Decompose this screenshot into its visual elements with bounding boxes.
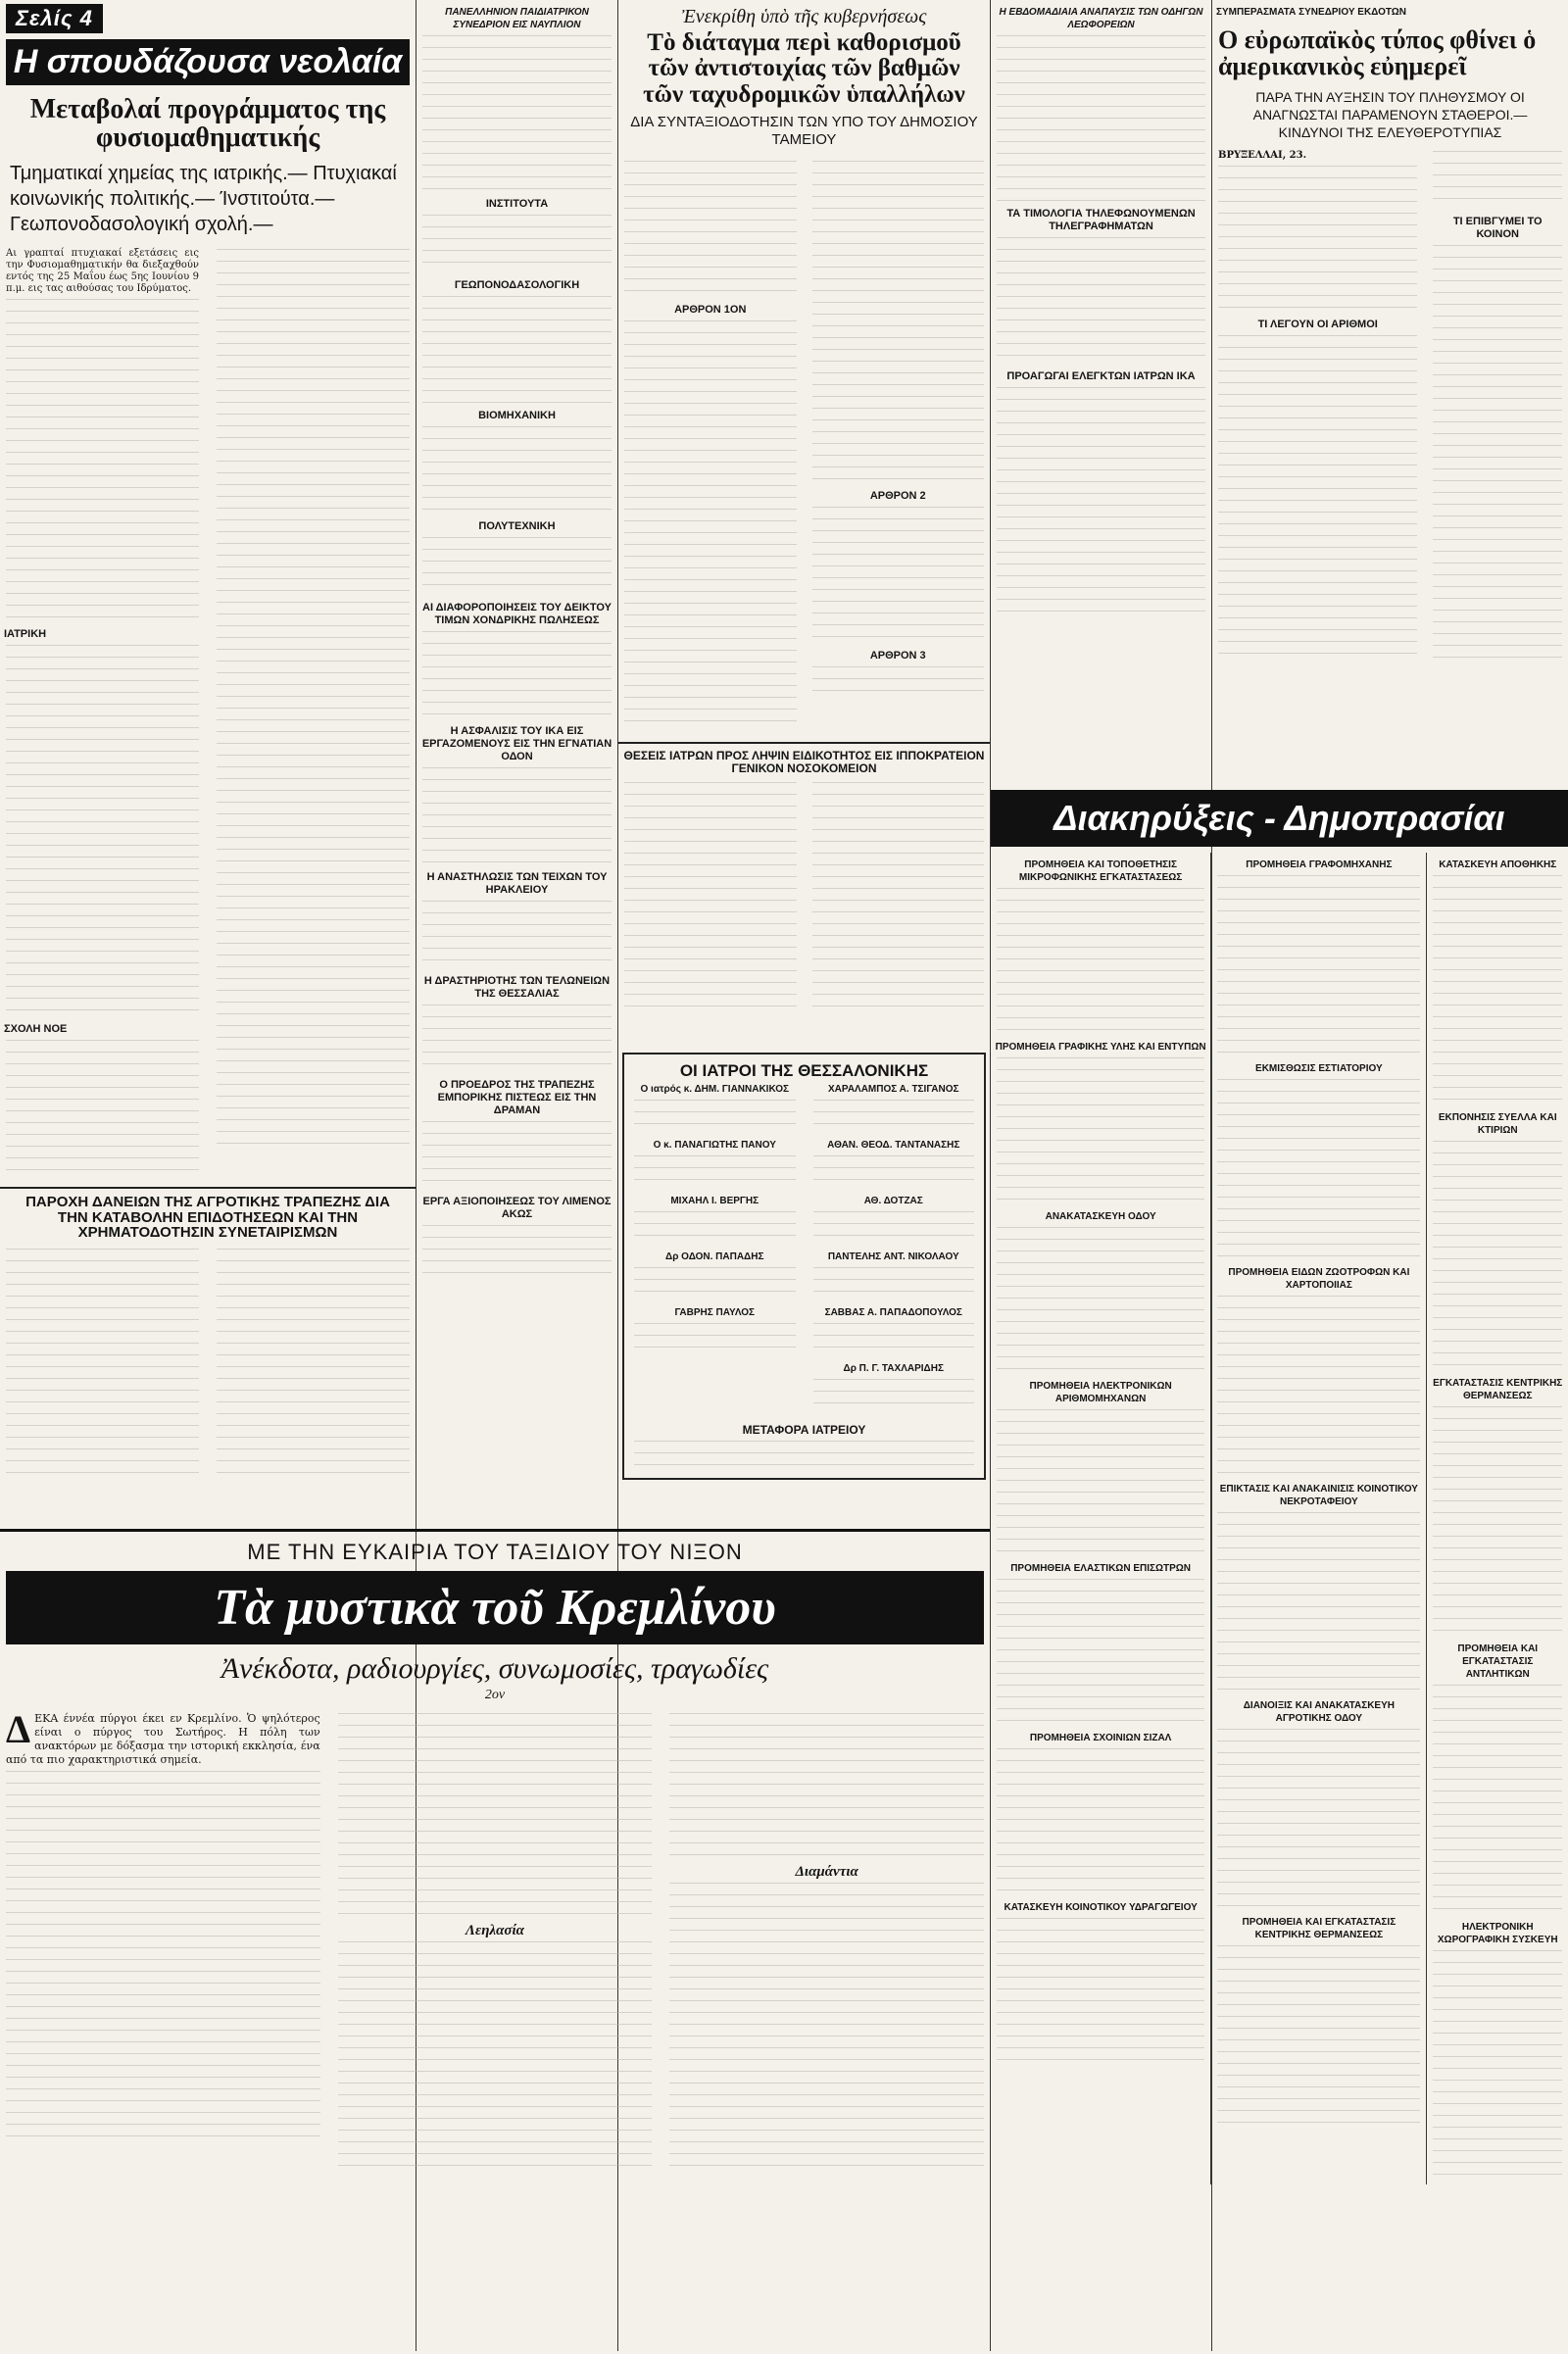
column-1 [0, 0, 416, 1529]
body-text-block [1217, 1512, 1420, 1693]
body-text-block [1218, 335, 1417, 659]
body-text-block [1433, 875, 1562, 1105]
story-title-iatriki: ΙΑΤΡΙΚΗ [4, 627, 47, 640]
body-text-block [1217, 1729, 1420, 1910]
body-text-block [634, 1323, 796, 1358]
body-text-block [6, 1040, 199, 1177]
page-label-wrap [6, 4, 410, 33]
body-text-block [634, 1100, 796, 1135]
body-text-block [634, 1441, 974, 1470]
notice-title: ΔΙΑΝΟΙΞΙΣ ΚΑΙ ΑΝΑΚΑΤΑΣΚΕΥΗ ΑΓΡΟΤΙΚΗΣ ΟΔΟΥ [1243, 1700, 1395, 1724]
body-text-block [422, 901, 612, 969]
body-text-block [6, 645, 199, 1017]
body-text-block [624, 161, 797, 298]
body-text-block [812, 666, 985, 696]
body-text-block [1217, 1945, 1420, 2127]
publishers-subhead: ΠΑΡΑ ΤΗΝ ΑΥΞΗΣΙΝ ΤΟΥ ΠΛΗΘΥΣΜΟΥ ΟΙ ΑΝΑΓΝΩΣΤΑΙ ΠΑΡΑΜΕΝΟΥΝ ΣΤΑΘΕΡΟΙ.— ΚΙΝΔΥΝΟΙ ΤΗΣ ΕΛΕΥΘΕΡΟΤΥΠΙΑΣ [1252, 88, 1528, 140]
body-text-block [1433, 1141, 1562, 1371]
body-text-block [6, 299, 199, 622]
body-text-block [997, 1579, 1204, 1726]
kremlin-feature [0, 1529, 990, 2354]
sub-instituta: ΙΝΣΤΙΤΟΥΤΑ [485, 198, 549, 210]
notice-title: ΕΚΜΙΣΘΩΣΙΣ ΕΣΤΙΑΤΟΡΙΟΥ [1255, 1063, 1383, 1074]
notice-title: ΕΚΠΟΝΗΣΙΣ ΣΥΕΛΛΑ ΚΑΙ ΚΤΙΡΙΩΝ [1438, 1112, 1557, 1136]
body-text-block [813, 1211, 975, 1247]
story-port-works: ΕΡΓΑ ΑΞΙΟΠΟΙΗΣΕΩΣ ΤΟΥ ΛΙΜΕΝΟΣ ΑΚΩΣ [422, 1196, 612, 1220]
doctors-left-list [628, 1080, 802, 1418]
notice-title: ΠΡΟΜΗΘΕΙΑ ΓΡΑΦΙΚΗΣ ΥΛΗΣ ΚΑΙ ΕΝΤΥΠΩΝ [995, 1042, 1206, 1053]
kremlin-part: 2ον [484, 1688, 506, 1702]
column-4 [991, 0, 1211, 784]
body-text-block [1433, 1685, 1562, 1915]
doctor-entry: Ο ιατρός κ. ΔΗΜ. ΓΙΑΝΝΑΚΙΚΟΣ [640, 1084, 789, 1095]
decree-subhead: ΔΙΑ ΣΥΝΤΑΞΙΟΔΟΤΗΣΙΝ ΤΩΝ ΥΠΟ ΤΟΥ ΔΗΜΟΣΙΟΥ ΤΑΜΕΙΟΥ [630, 113, 978, 148]
decree-headline: Τὸ διάταγμα περὶ καθορισμοῦ τῶν ἀντιστοιχίας τῶν βαθμῶν τῶν ταχυδρομικῶν ὑπαλλήλων [643, 29, 965, 108]
article-3: ΑΡΘΡΟΝ 3 [869, 649, 926, 662]
notice-title: ΠΡΟΜΗΘΕΙΑ ΕΛΑΣΤΙΚΩΝ ΕΠΙΣΩΤΡΩΝ [1010, 1563, 1192, 1574]
publishers-kicker: ΣΥΜΠΕΡΑΣΜΑΤΑ ΣΥΝΕΔΡΙΟΥ ΕΚΔΟΤΩΝ [1216, 7, 1407, 18]
body-text-block [997, 1057, 1204, 1204]
kremlin-section-2: Διαμάντια [795, 1864, 858, 1880]
body-text-block [669, 1713, 984, 1860]
pediatric-kicker: ΠΑΝΕΛΛΗΝΙΟΝ ΠΑΙΔΙΑΤΡΙΚΟΝ ΣΥΝΕΔΡΙΟΝ ΕΙΣ ΝΑΥΠΛΙΟΝ [445, 7, 589, 30]
notice-title: ΗΛΕΚΤΡΟΝΙΚΗ ΧΩΡΟΓΡΑΦΙΚΗ ΣΥΣΚΕΥΗ [1437, 1922, 1558, 1945]
body-text-block [422, 215, 612, 273]
notice-title: ΕΓΚΑΤΑΣΤΑΣΙΣ ΚΕΝΤΡΙΚΗΣ ΘΕΡΜΑΝΣΕΩΣ [1433, 1378, 1563, 1401]
notice-title: ΠΡΟΜΗΘΕΙΑ ΕΙΔΩΝ ΖΩΟΤΡΟΦΩΝ ΚΑΙ ΧΑΡΤΟΠΟΙΙΑΣ [1228, 1267, 1410, 1291]
body-text-block [669, 1883, 984, 2167]
doctors-right-list [808, 1080, 981, 1418]
decree-kicker: Ἐνεκρίθη ὑπὸ τῆς κυβερνήσεως [681, 6, 927, 27]
doctor-entry: ΣΑΒΒΑΣ Α. ΠΑΠΑΔΟΠΟΥΛΟΣ [824, 1307, 962, 1318]
body-text-block [624, 320, 797, 732]
body-text-block [813, 1155, 975, 1191]
notice-title: ΠΡΟΜΗΘΕΙΑ ΚΑΙ ΕΓΚΑΤΑΣΤΑΣΙΣ ΚΕΝΤΡΙΚΗΣ ΘΕΡΜΑΝΣΕΩΣ [1242, 1917, 1396, 1940]
body-text-block [634, 1211, 796, 1247]
notice-title: ΕΠΙΚΤΑΣΙΣ ΚΑΙ ΑΝΑΚΑΙΝΙΣΙΣ ΚΟΙΝΟΤΙΚΟΥ ΝΕΚΡΟΤΑΦΕΙΟΥ [1219, 1484, 1418, 1507]
body-text-block [813, 1100, 975, 1135]
loan-headline: ΠΑΡΟΧΗ ΔΑΝΕΙΩΝ ΤΗΣ ΑΓΡΟΤΙΚΗΣ ΤΡΑΠΕΖΗΣ ΔΙΑ ΤΗΝ ΚΑΤΑΒΟΛΗΝ ΕΠΙΔΟΤΗΣΕΩΝ ΚΑΙ ΤΗΝ ΧΡΗΜΑΤΟΔΟΤΗΣΙΝ ΣΥΝΕΤΑΙΡΙΣΜΩΝ [25, 1193, 390, 1242]
notice-title: ΚΑΤΑΣΚΕΥΗ ΚΟΙΝΟΤΙΚΟΥ ΥΔΡΑΓΩΓΕΙΟΥ [1004, 1902, 1198, 1913]
body-text-block [997, 1409, 1204, 1556]
doctor-entry: Δρ ΟΔΟΝ. ΠΑΠΑΔΗΣ [665, 1251, 764, 1262]
body-text-block [1433, 151, 1562, 210]
body-text-block [422, 426, 612, 515]
body-text-block [812, 507, 985, 644]
body-text-block [812, 782, 985, 1007]
body-text-block [422, 767, 612, 865]
body-text-block [634, 1267, 796, 1302]
notice-title: ΠΡΟΜΗΘΕΙΑ ΚΑΙ ΤΟΠΟΘΕΤΗΣΙΣ ΜΙΚΡΟΦΩΝΙΚΗΣ ΕΓΚΑΤΑΣΤΑΣΕΩΣ [1018, 859, 1183, 883]
doctor-entry: ΠΑΝΤΕΛΗΣ ΑΝΤ. ΝΙΚΟΛΑΟΥ [827, 1251, 959, 1262]
page-label: Σελίς 4 [6, 4, 103, 33]
notice-title: ΠΡΟΜΗΘΕΙΑ ΓΡΑΦΟΜΗΧΑΝΗΣ [1246, 859, 1393, 870]
notices-area [991, 784, 1568, 2351]
notice-title: ΠΡΟΜΗΘΕΙΑ ΗΛΕΚΤΡΟΝΙΚΩΝ ΑΡΙΘΜΟΜΗΧΑΝΩΝ [1029, 1381, 1172, 1404]
body-text-block [422, 1005, 612, 1073]
body-text-block [422, 35, 612, 192]
column-2 [416, 0, 617, 1529]
notices-banner: Διακηρύξεις - Δημοπρασίαι [991, 790, 1568, 847]
body-text-block [624, 782, 797, 1007]
body-text-block [997, 1748, 1204, 1895]
story-title-noe: ΣΧΟΛΗ ΝΟΕ [4, 1022, 68, 1035]
body-text-block [1433, 1406, 1562, 1637]
body-text-block [338, 1941, 653, 2167]
body-text-block [422, 1121, 612, 1190]
kremlin-subtitle: Ἀνέκδοτα, ραδιουργίες, συνωμοσίες, τραγωδίες [220, 1652, 769, 1685]
body-text-block [997, 1227, 1204, 1374]
doctor-entry: ΜΙΧΑΗΛ Ι. ΒΕΡΓΗΣ [670, 1196, 760, 1206]
sub-geoponodasologiki: ΓΕΩΠΟΝΟΔΑΣΟΛΟΓΙΚΗ [454, 279, 580, 291]
story-ika-egnatia: Η ΑΣΦΑΛΙΣΙΣ ΤΟΥ ΙΚΑ ΕΙΣ ΕΡΓΑΖΟΜΕΝΟΥΣ ΕΙΣ ΤΗΝ ΕΓΝΑΤΙΑΝ ΟΔΟΝ [421, 725, 612, 762]
body-text-block [813, 1267, 975, 1302]
notice-title: ΑΝΑΚΑΤΑΣΚΕΥΗ ΟΔΟΥ [1045, 1211, 1156, 1222]
body-text-block [338, 1713, 653, 1919]
body-text-block [217, 1249, 410, 1474]
body-text-block [422, 296, 612, 404]
doctors-footer: ΜΕΤΑΦΟΡΑ ΙΑΤΡΕΙΟΥ [742, 1423, 866, 1437]
body-text-block [997, 888, 1204, 1035]
doctors-title: ΟΙ ΙΑΤΡΟΙ ΤΗΣ ΘΕΣΣΑΛΟΝΙΚΗΣ [679, 1061, 929, 1080]
body-text-block [1433, 245, 1562, 666]
body-text-block [997, 35, 1205, 202]
publishers-headline: Ο εὐρωπαϊκὸς τύπος φθίνει ὁ ἀμερικανικὸς εὐημερεῖ [1218, 25, 1537, 81]
doctors-box [618, 1049, 990, 1529]
kremlin-lead: ΔΕΚΑ έννέα πύργοι έκει εν Κρεμλίνο. Ὁ ψηλότερος είναι ο πύργος του Σωτήρος. Η πόλη των ανακτόρων με δόξασμα την ιστορική εκκλησία, ένα από τα πιο χαρακτηριστικά σημεία. [6, 1707, 320, 1766]
section-banner: Η σπουδάζουσα νεολαία [6, 39, 410, 85]
doctor-entry: ΧΑΡΑΛΑΜΠΟΣ Α. ΤΣΙΓΑΝΟΣ [828, 1084, 959, 1095]
notices-column-right [1427, 853, 1568, 2184]
doctor-entry: ΑΘΑΝ. ΘΕΟΔ. ΤΑΝΤΑΝΑΣΗΣ [827, 1140, 960, 1151]
notice-title: ΠΡΟΜΗΘΕΙΑ ΣΧΟΙΝΙΩΝ ΣΙΖΑΛ [1029, 1733, 1172, 1743]
notice-title: ΠΡΟΜΗΘΕΙΑ ΚΑΙ ΕΓΚΑΤΑΣΤΑΣΙΣ ΑΝΤΛΗΤΙΚΩΝ [1457, 1643, 1539, 1680]
body-text-block [997, 237, 1205, 365]
body-text-block [422, 631, 612, 719]
column-5 [1212, 0, 1568, 784]
kremlin-section-1: Λεηλασία [466, 1923, 524, 1938]
body-text-block [1217, 875, 1420, 1056]
doctor-entry: ΓΑΒΡΗΣ ΠΑΥΛΟΣ [674, 1307, 755, 1318]
doctors-positions-headline: ΘΕΣΕΙΣ ΙΑΤΡΩΝ ΠΡΟΣ ΛΗΨΙΝ ΕΙΔΙΚΟΤΗΤΟΣ ΕΙΣ ΙΠΠΟΚΡΑΤΕΙΟΝ ΓΕΝΙΚΟΝ ΝΟΣΟΚΟΜΕΙΟΝ [623, 748, 985, 775]
kremlin-title: Τὰ μυστικὰ τοῦ Κρεμλίνου [6, 1571, 984, 1644]
story-drama-bank: Ο ΠΡΟΕΔΡΟΣ ΤΗΣ ΤΡΑΠΕΖΗΣ ΕΜΠΟΡΙΚΗΣ ΠΙΣΤΕΩΣ ΕΙΣ ΤΗΝ ΔΡΑΜΑΝ [437, 1079, 597, 1116]
body-text-block [6, 1249, 199, 1474]
body-text-block [634, 1155, 796, 1191]
body-text-block [997, 387, 1205, 613]
sub-numbers: ΤΙ ΛΕΓΟΥΝ ΟΙ ΑΡΙΘΜΟΙ [1257, 318, 1378, 330]
doctor-entry: ΑΘ. ΔΟΤΖΑΣ [863, 1196, 923, 1206]
doctor-entry: Δρ Π. Γ. ΤΑΧΛΑΡΙΔΗΣ [843, 1363, 944, 1374]
sub-public: ΤΙ ΕΠΙΒΓΥΜΕΙ ΤΟ ΚΟΙΝΟΝ [1452, 215, 1543, 240]
drivers-rest-kicker: Η ΕΒΔΟΜΑΔΙΑΙΑ ΑΝΑΠΑΥΣΙΣ ΤΩΝ ΟΔΗΓΩΝ ΛΕΩΦΟΡΕΙΩΝ [999, 7, 1203, 30]
headline: Μεταβολαί προγράμματος της φυσιομαθηματικής [29, 94, 386, 154]
body-text-block [422, 1225, 612, 1284]
body-text-block [1217, 1296, 1420, 1477]
story-thessaly-customs: Η ΔΡΑΣΤΗΡΙΟΤΗΣ ΤΩΝ ΤΕΛΩΝΕΙΩΝ ΤΗΣ ΘΕΣΣΑΛΙΑΣ [423, 975, 611, 1000]
body-text-block [812, 161, 985, 484]
body-text-block [1218, 166, 1417, 313]
doctor-entry: Ο κ. ΠΑΝΑΓΙΩΤΗΣ ΠΑΝΟΥ [653, 1140, 776, 1151]
body-text-block [217, 249, 410, 1151]
story-heraklion-walls: Η ΑΝΑΣΤΗΛΩΣΙΣ ΤΩΝ ΤΕΙΧΩΝ ΤΟΥ ΗΡΑΚΛΕΙΟΥ [426, 871, 608, 896]
dateline: ΒΡΥΞΕΛΛΑΙ, 23. [1218, 149, 1307, 161]
story-price-index: ΑΙ ΔΙΑΦΟΡΟΠΟΙΗΣΕΙΣ ΤΟΥ ΔΕΙΚΤΟΥ ΤΙΜΩΝ ΧΟΝΔΡΙΚΗΣ ΠΩΛΗΣΕΩΣ [422, 602, 612, 626]
subhead: Τμηματικαί χημείας της ιατρικής.— Πτυχιακαί κοινωνικής πολιτικής.— Ίνστιτούτα.— Γεωπονοδασολογική σχολή.— [10, 162, 397, 235]
story-telegram-rates: ΤΑ ΤΙΜΟΛΟΓΙΑ ΤΗΛΕΦΩΝΟΥΜΕΝΩΝ ΤΗΛΕΓΡΑΦΗΜΑΤΩΝ [1006, 208, 1196, 232]
body-text-block [422, 537, 612, 596]
kremlin-kicker: ΜΕ ΤΗΝ ΕΥΚΑΙΡΙΑ ΤΟΥ ΤΑΞΙΔΙΟΥ ΤΟΥ ΝΙΞΟΝ [247, 1540, 743, 1564]
body-text-block [6, 1771, 320, 2143]
notices-column-mid [1211, 853, 1427, 2184]
intro-text: Αι γραπταί πτυχιακαί εξετάσεις εις την Φυσιομαθηματικήν θα διεξαχθούν εντός της 25 Μαΐου έως 5ης Ιουνίου 9 π.μ. εις τας αιθούσας του Ιδρύματος. [6, 247, 199, 294]
body-text-block [1433, 1950, 1562, 2181]
body-text-block [813, 1379, 975, 1414]
sub-viomichaniki: ΒΙΟΜΗΧΑΝΙΚΗ [478, 410, 556, 421]
sub-polytechniki: ΠΟΛΥΤΕΧΝΙΚΗ [478, 520, 556, 532]
article-1: ΑΡΘΡΟΝ 1ΟΝ [674, 303, 747, 316]
story-ika-promotions: ΠΡΟΑΓΩΓΑΙ ΕΛΕΓΚΤΩΝ ΙΑΤΡΩΝ ΙΚΑ [1006, 370, 1196, 382]
notices-column-left [991, 853, 1211, 2184]
body-text-block [1217, 1079, 1420, 1260]
notice-title: ΚΑΤΑΣΚΕΥΗ ΑΠΟΘΗΚΗΣ [1439, 859, 1557, 870]
article-2: ΑΡΘΡΟΝ 2 [869, 489, 926, 502]
body-text-block [813, 1323, 975, 1358]
body-text-block [997, 1918, 1204, 2065]
